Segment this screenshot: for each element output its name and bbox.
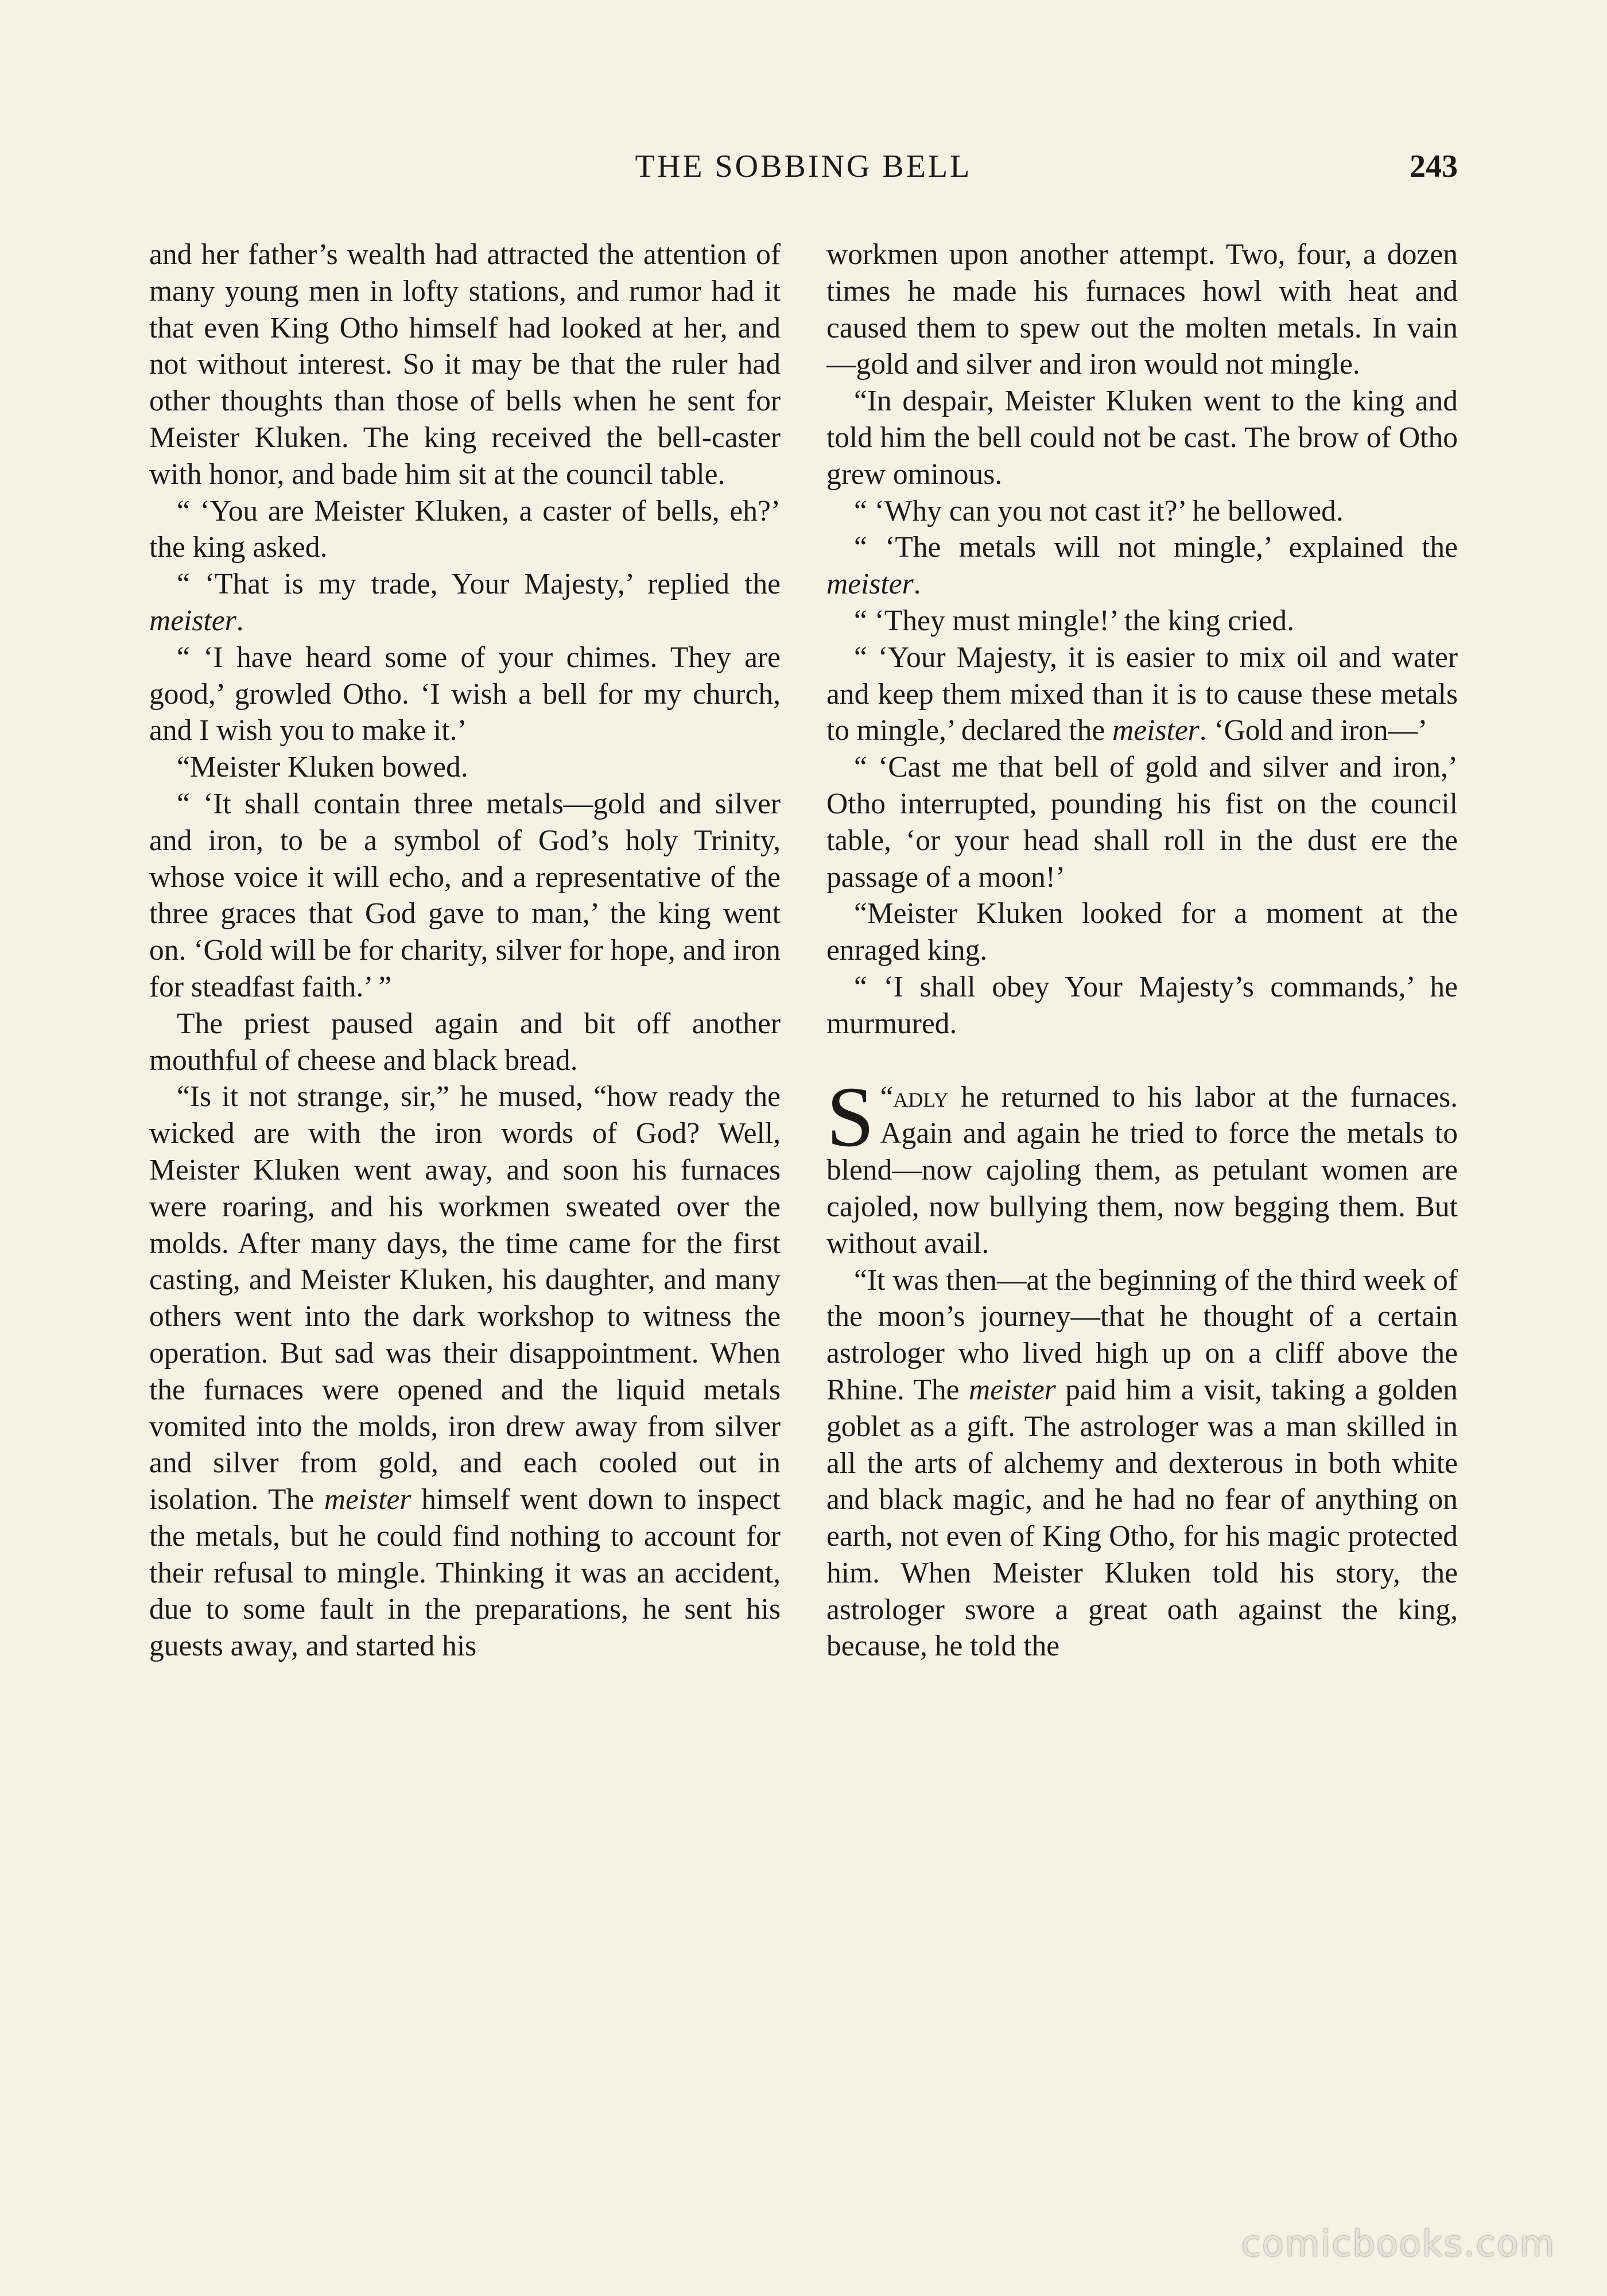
paragraph: “ ‘Why can you not cast it?’ he bellowed. <box>854 494 1344 528</box>
text-span: “ ‘That is my trade, Your Majesty,’ replied the <box>177 568 781 601</box>
paragraph: and her father’s wealth had attracted the attention of many young men in lofty stations, and rumor had it that even King Otho himself had looked at her, and not without interest. So it may be that the ruler had other thoughts than those of bells when he sent for Meister Kluken. The king received the bell-caster with honor, and bade him sit at the council table. <box>149 238 781 491</box>
paragraph: “In despair, Meister Kluken went to the king and told him the bell could not be cast. The brow of Otho grew ominous. <box>826 385 1458 491</box>
italic-word: meister <box>324 1483 412 1517</box>
paragraph: “ ‘I shall obey Your Majesty’s commands,’ he murmured. <box>826 970 1458 1040</box>
text-span: he returned to his labor at the furnaces. Again and again he tried to force the metals to blend—now cajoling them, as petulant women are cajoled, now bullying them, now begging them. But without avail. <box>826 1080 1458 1260</box>
paragraph: The priest paused again and bit off another mouthful of cheese and black bread. <box>149 1007 781 1077</box>
text-span: . <box>913 568 921 601</box>
text-span: “ ‘The metals will not mingle,’ explained the <box>854 531 1458 564</box>
italic-word: meister <box>969 1373 1056 1406</box>
section-opening-paragraph <box>826 1069 1458 1262</box>
right-column <box>826 236 1458 1665</box>
paragraph: “Meister Kluken looked for a moment at the enraged king. <box>826 897 1458 967</box>
small-caps-text: adly <box>893 1080 949 1114</box>
text-span: . ‘Gold and iron—’ <box>1199 714 1428 747</box>
running-title: THE SOBBING BELL <box>635 149 972 184</box>
running-head <box>149 144 1458 189</box>
text-span: “Is it not strange, sir,” he mused, “how ready the wicked are with the iron words of God? Well, Meister Kluken went away, and soon his furnaces were roaring, and his workmen sweated over the molds. After many days, the time came for the first casting, and Meister Kluken, his daughter, and many others went into the dark workshop to witness the operation. But sad was their disappointment. When the furnaces were opened and the liquid metals vomited into the molds, iron drew away from silver and silver from gold, and each cooled out in isolation. The <box>149 1080 781 1517</box>
left-column <box>149 236 781 1665</box>
paragraph <box>826 639 1458 749</box>
drop-cap: S <box>826 1069 875 1165</box>
paragraph <box>149 1079 781 1665</box>
site-watermark: comicbooks.com <box>1241 2223 1555 2264</box>
paragraph: “ ‘You are Meister Kluken, a caster of bells, eh?’ the king asked. <box>149 494 781 564</box>
italic-word: meister <box>826 568 914 601</box>
italic-word: meister <box>1112 714 1200 747</box>
text-span: paid him a visit, taking a golden goblet as a gift. The astrologer was a man skilled in all the arts of alchemy and dexterous in both white and black magic, and he had no fear of anything on earth, not even of King Otho, for his magic protected him. When Meister Kluken told his story, the astrologer swore a great oath against the king, because, he told the <box>826 1373 1458 1663</box>
page-number: 243 <box>1410 149 1458 184</box>
paragraph: “ ‘They must mingle!’ the king cried. <box>854 604 1295 637</box>
paragraph <box>826 1262 1458 1665</box>
paragraph: workmen upon another attempt. Two, four, a dozen times he made his furnaces howl with heat and caused them to spew out the molten metals. In vain—gold and silver and iron would not mingle. <box>826 238 1458 381</box>
paragraph <box>149 566 781 639</box>
text-span: . <box>236 604 244 637</box>
text-span: “ ‘Your Majesty, it is easier to mix oil and water and keep them mixed than it is to cause these metals to mingle,’ declared the <box>826 641 1458 747</box>
paragraph: “ ‘It shall contain three metals—gold and silver and iron, to be a symbol of God’s holy Trinity, whose voice it will echo, and a representative of the three graces that God gave to man,’ the king went on. ‘Gold will be for charity, silver for hope, and iron for steadfast faith.’ ” <box>149 787 781 1003</box>
text-span: “It was then—at the beginning of the third week of the moon’s journey—that he thought of a certain astrologer who lived high up on a cliff above the Rhine. The <box>826 1263 1458 1406</box>
text-span: himself went down to inspect the metals, but he could find nothing to account for their refusal to mingle. Thinking it was an accident, due to some fault in the preparations, he sent his guests away, and started his <box>149 1483 781 1663</box>
opening-quote: “ <box>880 1080 894 1114</box>
paragraph: “Meister Kluken bowed. <box>177 751 468 784</box>
paragraph: “ ‘I have heard some of your chimes. They are good,’ growled Otho. ‘I wish a bell for my church, and I wish you to make it.’ <box>149 641 781 747</box>
paragraph <box>826 529 1458 603</box>
italic-word: meister <box>149 604 236 637</box>
paragraph: “ ‘Cast me that bell of gold and silver and iron,’ Otho interrupted, pounding his fist on the council table, ‘or your head shall roll in the dust ere the passage of a moon!’ <box>826 751 1458 894</box>
